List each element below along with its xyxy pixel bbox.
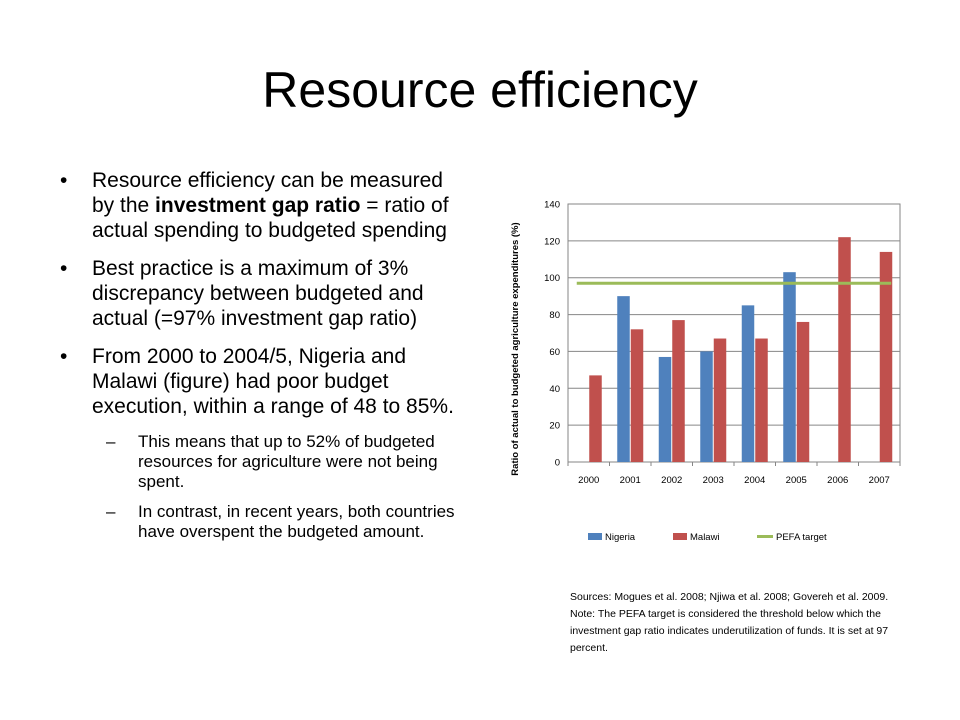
x-tick-label: 2005 — [785, 475, 807, 486]
bullet-list — [60, 168, 470, 552]
dash-icon: – — [106, 502, 116, 521]
sub-bullet-item — [60, 502, 470, 542]
bullet-text: From 2000 to 2004/5, Nigeria and Malawi (figure) had poor budget execution, within a range of 48 to 85%. — [92, 345, 454, 418]
bullet-item — [60, 256, 470, 331]
sub-bullet-item — [60, 432, 470, 492]
chart-notes — [570, 589, 910, 657]
x-tick-label: 2000 — [578, 475, 600, 486]
y-tick-label: 20 — [549, 420, 560, 432]
bullet-text: Best practice is a maximum of 3% discrepancy between budgeted and actual (=97% investment gap ratio) — [92, 257, 424, 330]
bar-nigeria — [783, 272, 796, 462]
sources-text: Sources: Mogues et al. 2008; Njiwa et al. 2008; Govereh et al. 2009. — [570, 591, 889, 603]
x-tick-label: 2003 — [702, 475, 724, 486]
bar-nigeria — [659, 357, 672, 462]
dash-icon: – — [106, 432, 116, 451]
investment-gap-chart — [500, 190, 910, 560]
legend-swatch-nigeria — [588, 533, 602, 540]
bullet-text: = ratio of actual spending to budgeted spending — [92, 194, 449, 242]
y-tick-label: 40 — [549, 383, 560, 395]
legend-label: Nigeria — [605, 532, 636, 543]
bar-malawi — [755, 339, 768, 462]
bar-malawi — [672, 320, 685, 462]
bullet-icon: • — [60, 169, 68, 192]
x-tick-label: 2004 — [744, 475, 766, 486]
x-tick-label: 2006 — [827, 475, 849, 486]
x-tick-label: 2002 — [661, 475, 683, 486]
legend-label: PEFA target — [776, 532, 827, 543]
note-text: Note: The PEFA target is considered the threshold below which the investment gap ratio indicates underutilization of funds. It is set at 97 percent. — [570, 608, 889, 654]
y-tick-label: 60 — [549, 346, 560, 358]
y-axis-title: Ratio of actual to budgeted agriculture expenditures (%) — [510, 222, 521, 476]
x-tick-label: 2001 — [619, 475, 641, 486]
bar-malawi — [631, 329, 644, 462]
y-tick-label: 100 — [544, 273, 560, 285]
bullet-item — [60, 168, 470, 243]
bullet-icon: • — [60, 257, 68, 280]
bar-malawi — [838, 237, 851, 462]
slide-title: Resource efficiency — [262, 62, 698, 118]
bar-nigeria — [700, 351, 713, 462]
bullet-text: Resource efficiency can be measured by the — [92, 169, 443, 217]
bullet-item — [60, 344, 470, 419]
y-tick-label: 120 — [544, 236, 560, 248]
bar-malawi — [589, 375, 602, 462]
y-tick-label: 140 — [544, 199, 560, 211]
bar-nigeria — [742, 305, 755, 462]
y-tick-label: 80 — [549, 310, 560, 322]
legend-label: Malawi — [690, 532, 720, 543]
bar-malawi — [714, 339, 727, 462]
sub-bullet-text: This means that up to 52% of budgeted resources for agriculture were not being spent. — [138, 432, 438, 491]
legend-swatch-malawi — [673, 533, 687, 540]
bar-malawi — [797, 322, 810, 462]
x-tick-label: 2007 — [868, 475, 890, 486]
bullet-icon: • — [60, 345, 68, 368]
bullet-bold-text: investment gap ratio — [155, 194, 361, 217]
y-tick-label: 0 — [554, 457, 560, 469]
bar-nigeria — [617, 296, 630, 462]
sub-bullet-text: In contrast, in recent years, both countries have overspent the budgeted amount. — [138, 502, 455, 541]
